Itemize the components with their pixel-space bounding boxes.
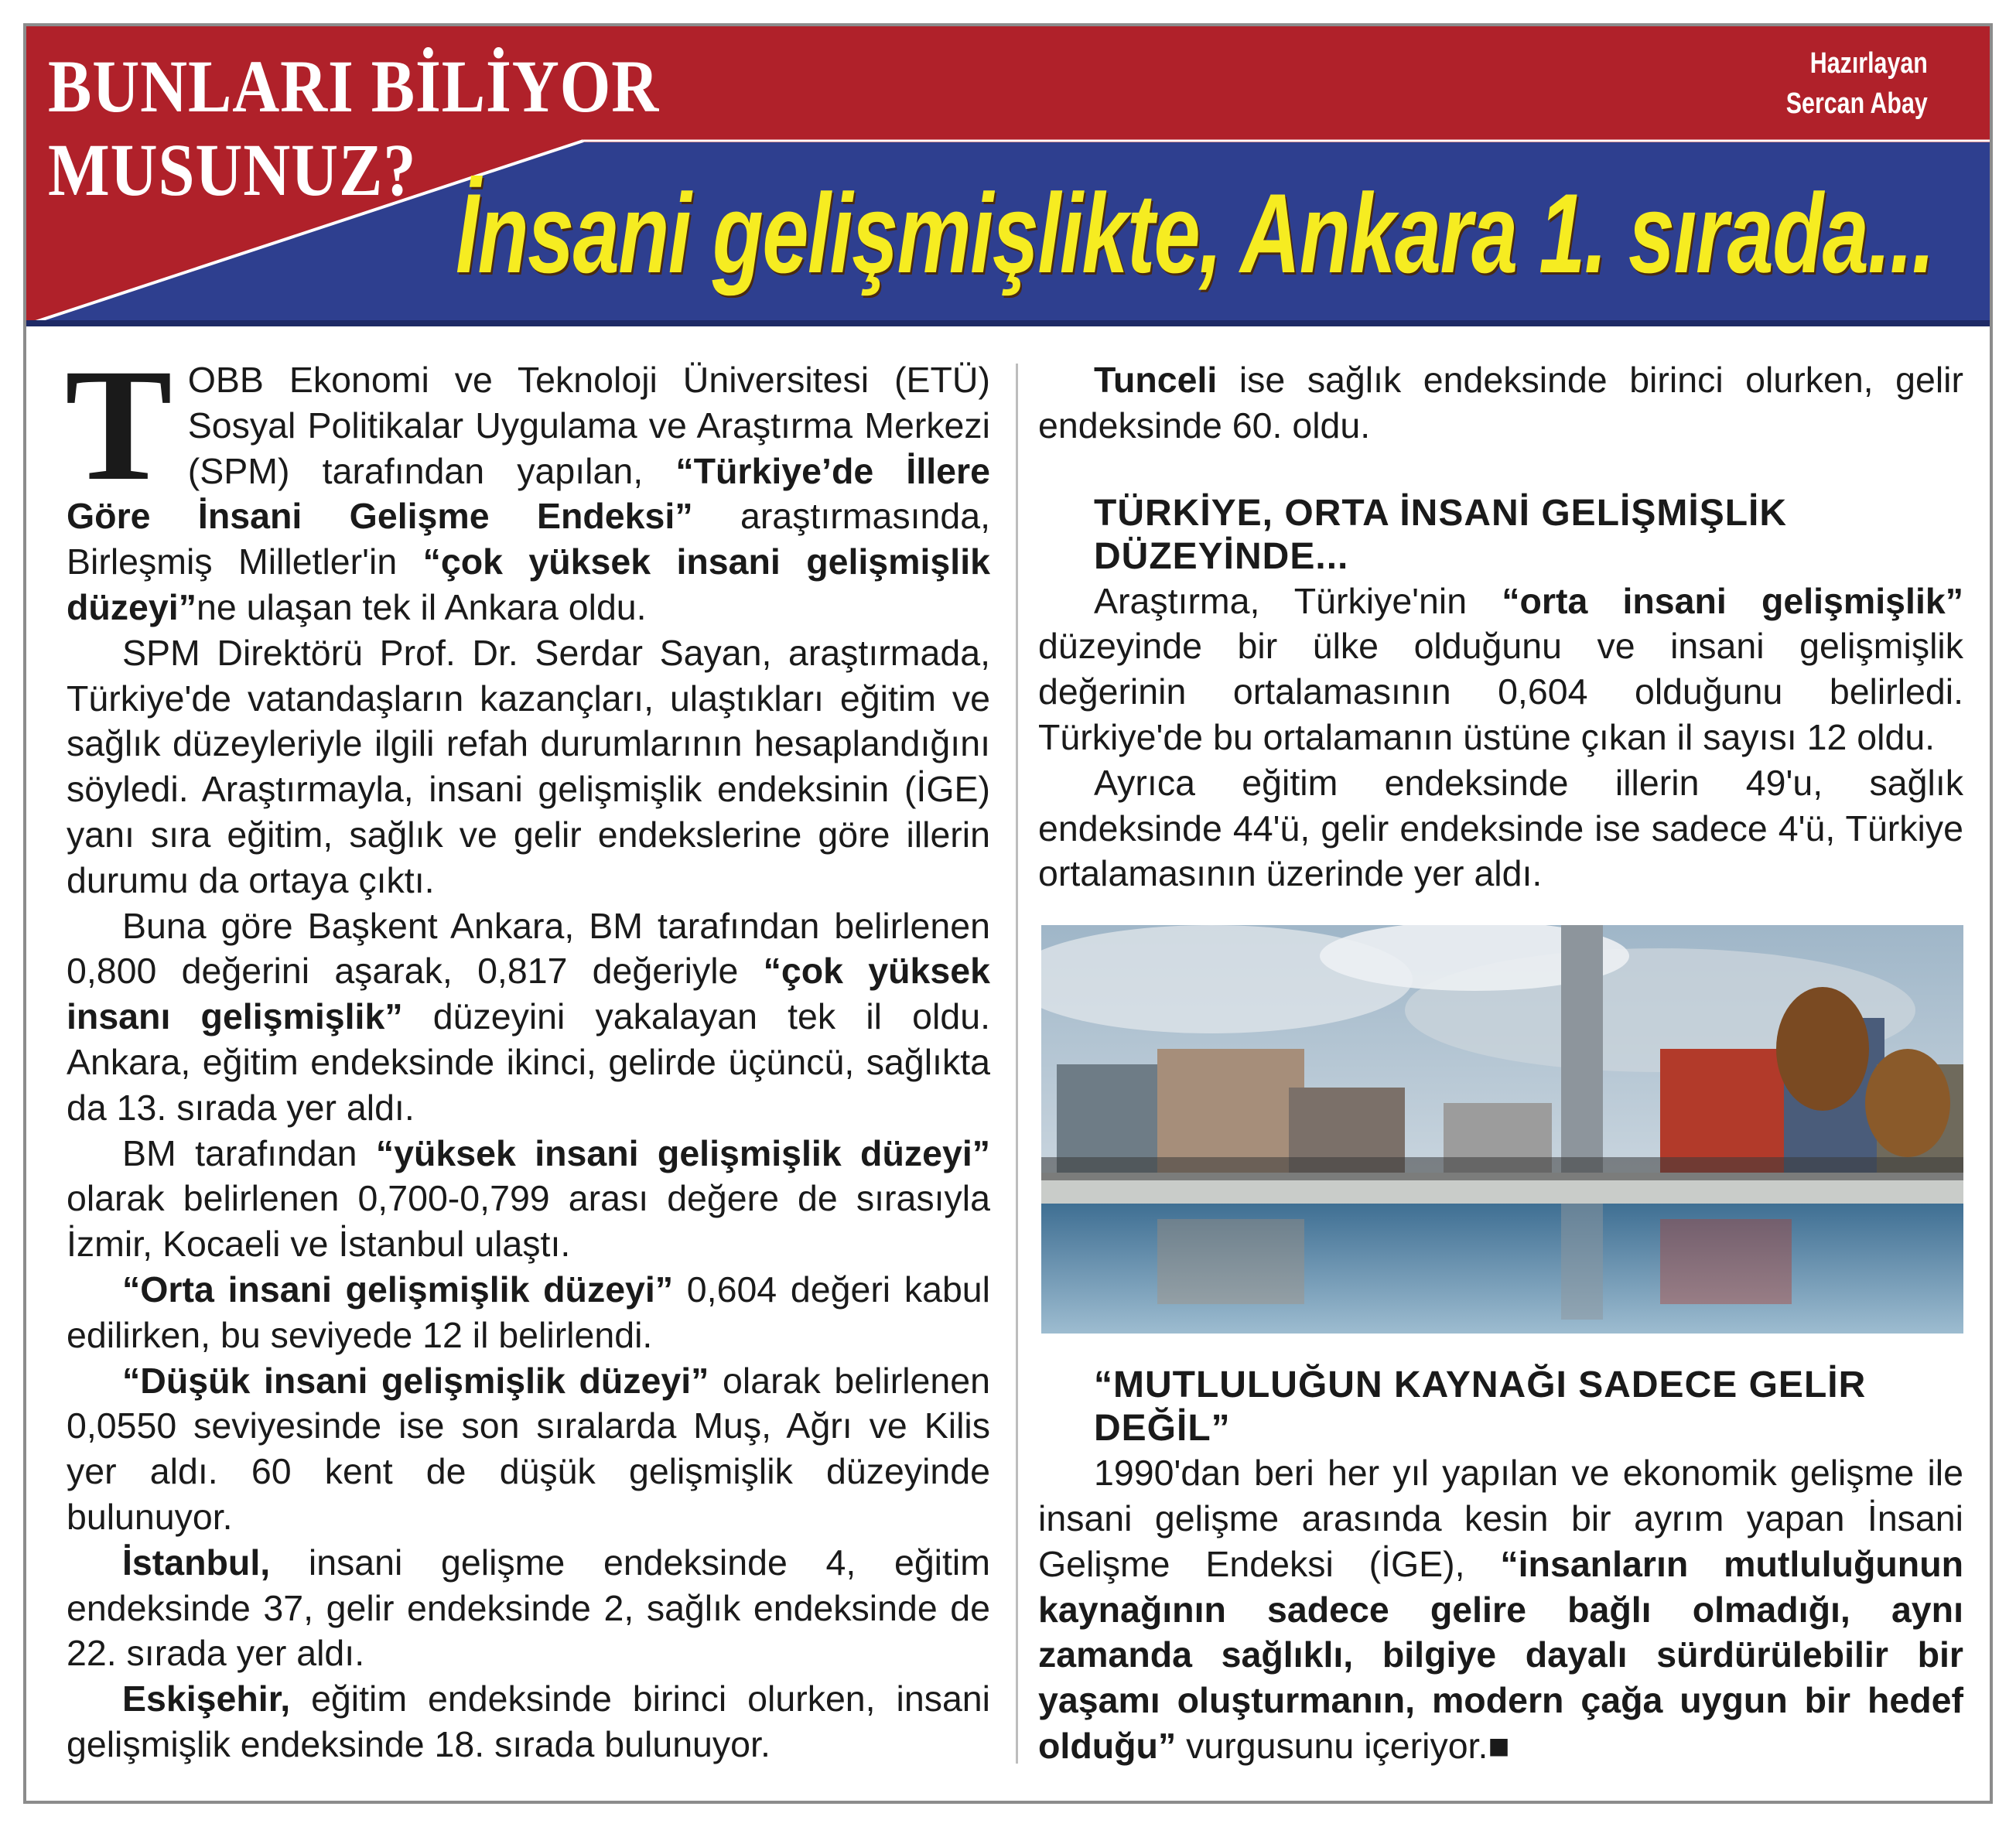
paragraph-turkiye [1038, 579, 1963, 760]
headline: İnsani gelişmişlikte, Ankara 1. sırada... [456, 170, 1934, 296]
emphasis: Eskişehir, [122, 1678, 291, 1719]
emphasis: İstanbul, [122, 1542, 271, 1583]
text: OBB Ekonomi ve Teknoloji Üniversitesi (ETÜ) Sosyal Politikalar Uygulama ve Araştırma Merkezi (SPM) tarafından yapılan, [187, 360, 990, 491]
byline-name: Sercan Abay [1785, 87, 1928, 120]
paragraph-tunceli [1038, 357, 1963, 449]
text: düzeyinde bir ülke olduğunu ve insani gelişmişlik değerinin ortalamasının 0,604 olduğunu belirledi. Türkiye'de bu ortalamanın üstüne çıkan il sayısı 12 oldu. [1038, 626, 1963, 757]
text: olarak belirlenen 0,700-0,799 arası değere de sırasıyla İzmir, Kocaeli ve İstanbul ulaştı. [67, 1178, 990, 1265]
subheading-mutluluk: “MUTLULUĞUN KAYNAĞI SADECE GELİR DEĞİL” [1094, 1364, 1867, 1450]
kicker-line-1: BUNLARI BİLİYOR [48, 45, 660, 128]
text: olarak belirlenen 0,0550 seviyesinde ise son sıralarda Muş, Ağrı ve Kilis yer aldı. 60 kent de düşük gelişmişlik düzeyinde bulunuyor. [67, 1360, 990, 1537]
paragraph-1 [65, 336, 991, 630]
paragraph-7 [67, 1540, 990, 1676]
column-divider [1016, 364, 1018, 1764]
paragraph-3 [67, 903, 990, 1131]
text: ne ulaşan tek il Ankara oldu. [196, 586, 647, 627]
paragraph-2: SPM Direktörü Prof. Dr. Serdar Sayan, araştırmada, Türkiye'de vatandaşların kazançları, ulaştıkları eğitim ve sağlık düzeyleriyle ilgili refah durumlarının hesaplandığını söyledi. Araştırmayla, insani gelişmişlik endeksinin (İGE) yanı sıra eğitim, sağlık ve gelir endekslerine göre illerin durumu da ortaya çıktı. [67, 632, 990, 900]
emphasis: “Orta insani gelişmişlik düzeyi” [122, 1269, 674, 1310]
paragraph-endeks: Ayrıca eğitim endeksinde illerin 49'u, sağlık endeksinde 44'ü, gelir endeksinde ise sadece 4'ü, Türkiye ortalamasının üzerinde yer aldı. [1038, 762, 1963, 894]
city-photo-illustration [1041, 925, 1963, 1334]
emphasis: Tunceli [1094, 360, 1218, 400]
paragraph-4 [67, 1131, 990, 1267]
byline [1786, 43, 1928, 124]
byline-label: Hazırlayan [1809, 47, 1928, 80]
article-column-left [65, 336, 991, 1767]
city-photo [1041, 925, 1963, 1334]
text: ise sağlık endeksinde birinci olurken, gelir endeksinde 60. oldu. [1038, 360, 1963, 446]
end-mark: ■ [1488, 1725, 1510, 1766]
emphasis: “çok yüksek insanı gelişmişlik” [67, 951, 990, 1037]
paragraph-8 [67, 1676, 990, 1767]
text: Araştırma, Türkiye'nin [1094, 580, 1502, 621]
kicker-line-2: MUSUNUZ? [48, 128, 417, 211]
paragraph-5 [67, 1267, 990, 1358]
emphasis: “yüksek insani gelişmişlik düzeyi” [375, 1132, 991, 1173]
subheading-turkiye: TÜRKİYE, ORTA İNSANİ GELİŞMİŞLİK DÜZEYİNDE... [1094, 492, 1788, 577]
paragraph-6 [67, 1358, 990, 1540]
text: eğitim endeksinde birinci olurken, insani gelişmişlik endeksinde 18. sırada bulunuyor. [67, 1678, 990, 1764]
paragraph-mutluluk [1038, 1450, 1963, 1769]
text: BM tarafından [122, 1132, 376, 1173]
text: araştırmasında, Birleşmiş Milletler'in [67, 496, 991, 582]
text: 0,604 değeri kabul edilirken, bu seviyede 12 il belirlendi. [67, 1269, 990, 1355]
text: insani gelişme endeksinde 4, eğitim endeksinde 37, gelir endeksinde 2, sağlık endeksinde de 22. sırada yer aldı. [67, 1542, 990, 1674]
drop-cap: T [65, 336, 173, 514]
text: vurgusunu içeriyor. [1176, 1725, 1488, 1766]
text: Buna göre Başkent Ankara, BM tarafından belirlenen 0,800 değerini aşarak, 0,817 değeriyle [67, 905, 990, 992]
header-banner [26, 26, 1990, 326]
emphasis: “çok yüksek insani gelişmişlik düzeyi” [67, 541, 990, 627]
text: düzeyini yakalayan tek il oldu. Ankara, eğitim endeksinde ikinci, gelirde üçüncü, sağlıkta da 13. sırada yer aldı. [67, 996, 990, 1128]
emphasis: “insanların mutluluğunun kaynağının sadece gelire bağlı olmadığı, aynı zamanda sağlıklı, bilgiye dayalı sürdürülebilir bir yaşamı oluşturmanın, modern çağa uygun bir hedef olduğu” [1038, 1543, 1963, 1766]
emphasis: “Düşük insani gelişmişlik düzeyi” [122, 1360, 709, 1401]
emphasis: “orta insani gelişmişlik” [1502, 580, 1963, 621]
text: 1990'dan beri her yıl yapılan ve ekonomik gelişme ile insani gelişme arasında kesin bir ayrım yapan İnsani Gelişme Endeksi (İGE), [1038, 1453, 1963, 1584]
emphasis: “Türkiye’de İllere Göre İnsani Gelişme Endeksi” [67, 450, 990, 537]
